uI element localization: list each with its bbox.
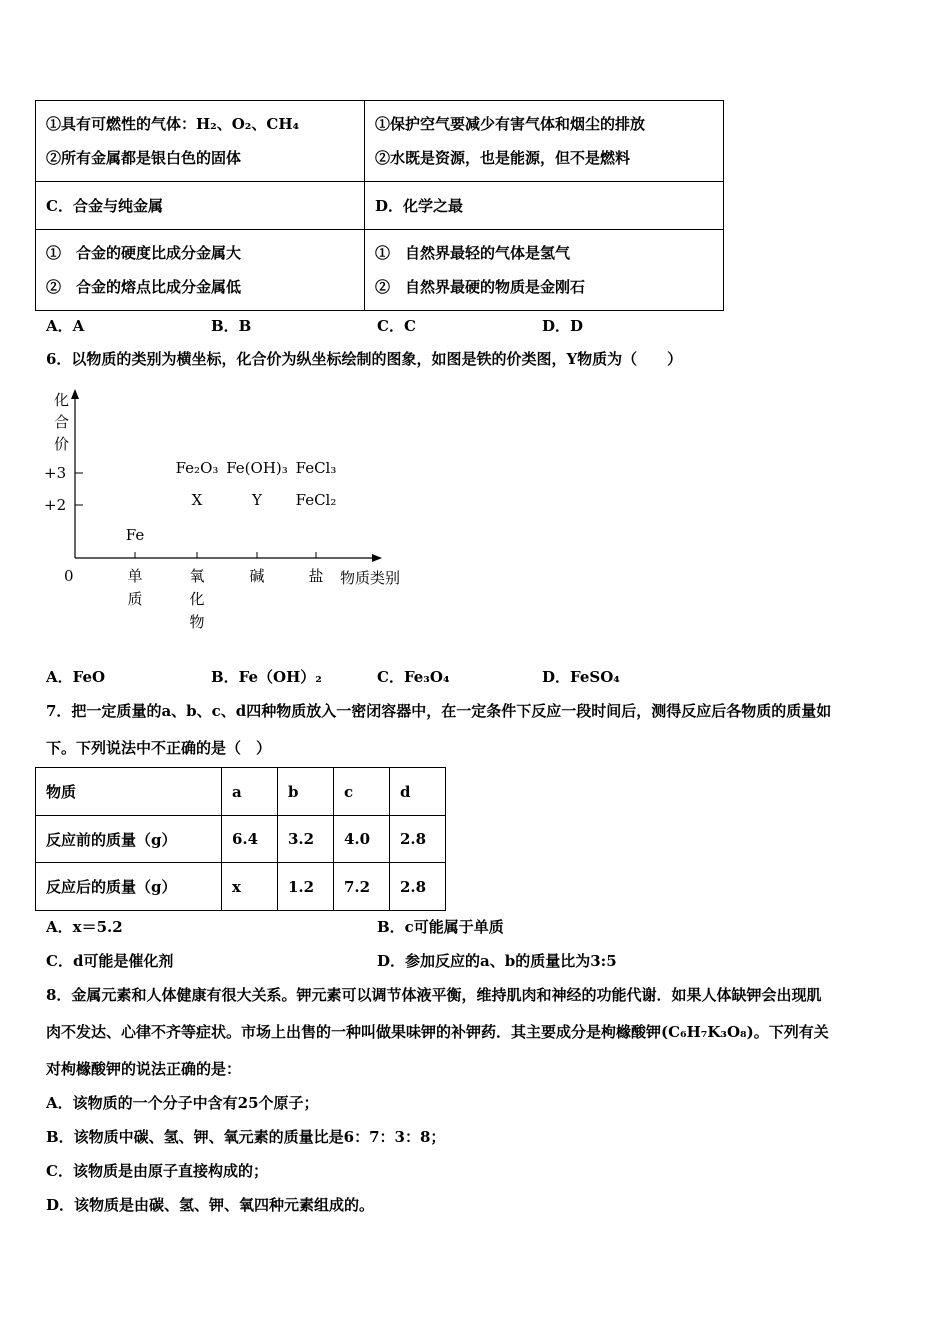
q7-option-c[interactable]: C．d可能是催化剂: [46, 952, 174, 970]
q5-b-line-2: ②水既是资源，也是能源，但不是燃料: [375, 149, 631, 167]
substance-label: FeCl₂: [295, 491, 337, 509]
q5-heading-c: C．合金与纯金属: [36, 182, 365, 230]
q7-row-before-c: 4.0: [334, 816, 390, 863]
x-category-label-char: 单: [127, 567, 143, 585]
substance-label: Fe(OH)₃: [226, 459, 288, 477]
x-axis-arrow-icon: [372, 554, 382, 562]
q5-cell-d: [365, 230, 724, 311]
q7-stem-line-1: 7．把一定质量的a、b、c、d四种物质放入一密闭容器中，在一定条件下反应一段时间后，测得反应后各物质的质量如: [46, 702, 832, 720]
q6-option-a[interactable]: A．FeO: [46, 668, 106, 686]
q6-option-c[interactable]: C．Fe₃O₄: [377, 668, 450, 686]
q5-cell-b: [365, 101, 724, 182]
q7-option-b[interactable]: B．c可能属于单质: [377, 918, 504, 936]
x-axis-label: 物质类别: [340, 569, 401, 587]
q7-row-before-a: 6.4: [222, 816, 278, 863]
q5-option-a[interactable]: A．A: [46, 317, 85, 335]
x-category-label-char: 物: [189, 613, 205, 631]
q8-option-d[interactable]: D．该物质是由碳、氢、钾、氧四种元素组成的。: [46, 1196, 375, 1214]
q6-option-d[interactable]: D．FeSO₄: [542, 668, 620, 686]
q8-option-b[interactable]: B．该物质中碳、氢、钾、氧元素的质量比是6：7：3：8；: [46, 1128, 446, 1146]
q7-row-after-label: 反应后的质量（g）: [36, 863, 222, 911]
substance-label: Fe₂O₃: [175, 459, 219, 477]
q5-c-line-2: ② 合金的熔点比成分金属低: [46, 278, 242, 296]
q6-stem: 6．以物质的类别为横坐标，化合价为纵坐标绘制的图象，如图是铁的价类图，Y物质为（ ）: [46, 350, 683, 368]
q5-table: [35, 100, 724, 311]
q7-row-after-d: 2.8: [390, 863, 446, 911]
x-category-label-char: 化: [189, 590, 205, 608]
q7-header-substance: 物质: [36, 768, 222, 816]
q8-option-c[interactable]: C．该物质是由原子直接构成的；: [46, 1162, 268, 1180]
origin-label: 0: [64, 567, 74, 585]
q7-header-a: a: [222, 768, 278, 816]
x-category-label-char: 质: [127, 590, 143, 608]
q5-option-d[interactable]: D．D: [542, 317, 584, 335]
x-category-label-char: 氧: [189, 567, 205, 585]
q5-cell-c: [36, 230, 365, 311]
q5-b-line-1: ①保护空气要减少有害气体和烟尘的排放: [375, 115, 646, 133]
q5-option-b[interactable]: B．B: [211, 317, 252, 335]
q5-a-line-1: ①具有可燃性的气体：H₂、O₂、CH₄: [46, 115, 300, 133]
q7-header-d: d: [390, 768, 446, 816]
q7-header-b: b: [278, 768, 334, 816]
x-category-label-char: 盐: [308, 567, 324, 585]
q5-d-line-2: ② 自然界最硬的物质是金刚石: [375, 278, 586, 296]
q5-a-line-2: ②所有金属都是银白色的固体: [46, 149, 242, 167]
q8-stem-line-2: 肉不发达、心律不齐等症状。市场上出售的一种叫做果味钾的补钾药．其主要成分是枸橼酸钾(C₆H₇K₃O₈)。下列有关: [46, 1023, 829, 1041]
q7-row-before-label: 反应前的质量（g）: [36, 816, 222, 863]
iron-valence-chart: [40, 385, 420, 640]
substance-label: X: [191, 491, 203, 509]
q5-heading-d: D．化学之最: [365, 182, 724, 230]
q8-stem-line-3: 对枸橼酸钾的说法正确的是：: [46, 1060, 242, 1078]
x-category-label-char: 碱: [249, 567, 265, 585]
y-axis-arrow-icon: [71, 389, 79, 399]
q7-row-before-d: 2.8: [390, 816, 446, 863]
q8-stem-line-1: 8．金属元素和人体健康有很大关系。钾元素可以调节体液平衡，维持肌肉和神经的功能代谢．如果人体缺钾会出现肌: [46, 986, 822, 1004]
q7-option-a[interactable]: A．x＝5.2: [46, 918, 123, 936]
q5-option-c[interactable]: C．C: [377, 317, 416, 335]
q7-row-after-a: x: [222, 863, 278, 911]
q5-c-line-1: ① 合金的硬度比成分金属大: [46, 244, 242, 262]
y-axis-label-char: 化: [54, 391, 70, 409]
q8-option-a[interactable]: A．该物质的一个分子中含有25个原子；: [46, 1094, 319, 1112]
substance-label: FeCl₃: [295, 459, 337, 477]
q7-option-d[interactable]: D．参加反应的a、b的质量比为3:5: [377, 952, 617, 970]
q7-header-c: c: [334, 768, 390, 816]
substance-label: Y: [252, 491, 262, 509]
q7-table: [35, 767, 446, 911]
y-axis-label-char: 合: [54, 413, 70, 431]
q5-cell-a: [36, 101, 365, 182]
q6-option-b[interactable]: B．Fe（OH）₂: [211, 668, 322, 686]
q7-row-after-b: 1.2: [278, 863, 334, 911]
y-tick-label: +3: [44, 464, 67, 482]
q5-d-line-1: ① 自然界最轻的气体是氢气: [375, 244, 571, 262]
y-tick-label: +2: [44, 496, 67, 514]
q7-stem-line-2: 下。下列说法中不正确的是（ ）: [46, 739, 272, 757]
y-axis-label-char: 价: [54, 435, 70, 453]
q7-row-before-b: 3.2: [278, 816, 334, 863]
substance-label: Fe: [125, 526, 145, 544]
q7-row-after-c: 7.2: [334, 863, 390, 911]
